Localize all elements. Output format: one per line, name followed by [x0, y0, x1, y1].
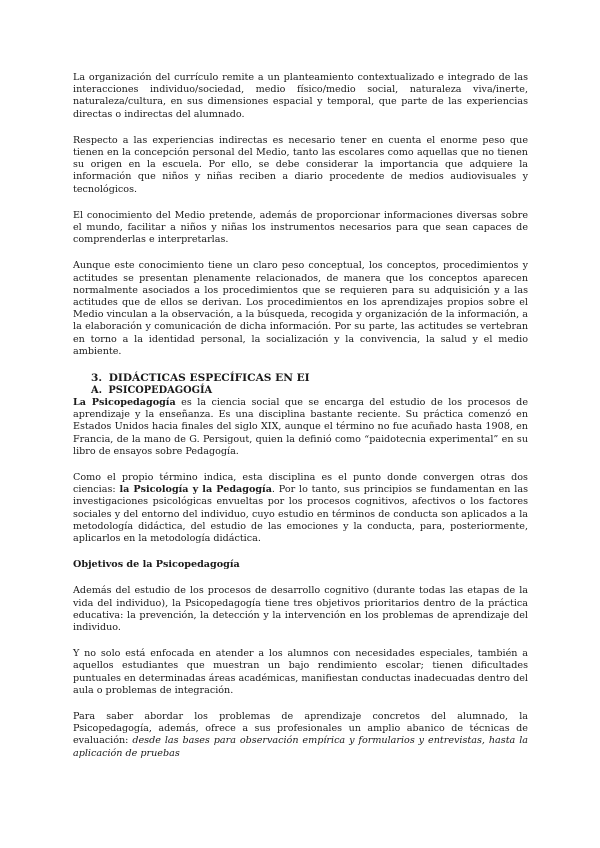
section-heading [91, 372, 528, 385]
evaluation-italic: desde las bases para observación empírica y formularios y entrevistas, hasta la aplicación de pruebas [73, 735, 528, 759]
subsection-heading [91, 385, 528, 397]
evaluation-intro: Para saber abordar los problemas de aprendizaje concretos del alumnado, la Psicopedagogía, además, ofrece a sus profesionales un amplio abanico de técnicas de evaluación: [73, 710, 528, 747]
psico-definition-text: es la ciencia social que se encarga del estudio de los procesos de aprendizaje y la enseñanza. Es una disciplina bastante reciente. Su práctica comenzó en Estados Unidos hacia finales del siglo XIX, aunque el término no fue acuñado hasta 1908, en Francia, de la mano de G. Persigout, quien la definió como “paidotecnia experimental” en su libro de ensayos sobre Pedagogía. [73, 397, 528, 457]
paragraph-concepts-procedures: Aunque este conocimiento tiene un claro peso conceptual, los conceptos, procedimientos y actitudes se presentan plenamente relacionados, de manera que los conceptos aparecen normalmente asociados a los procedimientos que se requieren para su adquisición y a las actitudes que de ellos se derivan. Los procedimientos en los aprendizajes propios sobre el Medio vinculan a la observación, a la búsqueda, recogida y organización de la información, a la elaboración y comunicación de dicha información. Por su parte, las actitudes se vertebran en torno a la identidad personal, la socialización y la convivencia, la salud y el medio ambiente. [73, 260, 528, 357]
paragraph-evaluation-techniques [73, 711, 528, 760]
convergence-text: . Por lo tanto, sus principios se fundamentan en las investigaciones psicológicas envueltas por los procesos cognitivos, afectivos o los factores sociales y del entorno del individuo, cuyo estudio en términos de conducta son aplicados a la metodología didáctica, del estudio de las emociones y la conducta, para, posteriormente, aplicarlos en la metodología didáctica. [73, 484, 528, 545]
term-psicologia-pedagogia: la Psicología y la Pedagogía [119, 484, 272, 496]
subsection-letter: A. [91, 385, 103, 397]
paragraph-psico-definition [73, 397, 528, 458]
paragraph-curriculum: La organización del currículo remite a un planteamiento contextualizado e integrado de las interacciones individuo/sociedad, medio físico/medio social, naturaleza viva/inerte, naturaleza/cultura, en sus dimensiones espacial y temporal, que parte de las experiencias directas o indirectas del alumnado. [73, 72, 528, 120]
subsection-title: PSICOPEDAGOGÍA [108, 385, 213, 397]
convergence-intro: Como el propio término indica, esta disciplina es el punto donde convergen otras dos ciencias: [73, 472, 528, 496]
paragraph-medio-knowledge: El conocimiento del Medio pretende, además de proporcionar informaciones diversas sobre el mundo, facilitar a niños y niñas los instrumentos necesarios para que sean capaces de comprenderlas e interpretarlas. [73, 209, 528, 246]
paragraph-special-needs: Y no solo está enfocada en atender a los alumnos con necesidades especiales, también a aquellos estudiantes que muestran un bajo rendimiento escolar; tienen dificultades puntuales en determinadas áreas académicas, manifiestan conductas inadecuadas dentro del aula o problemas de integración. [73, 648, 528, 696]
paragraph-indirect-experiences: Respecto a las experiencias indirectas es necesario tener en cuenta el enorme peso que tienen en la concepción personal del Medio, tanto las escolares como aquellas que no tienen su origen en la escuela. Por ello, se debe considerar la importancia que adquiere la información que niños y niñas reciben a diario procedente de medios audiovisuales y tecnológicos. [73, 134, 528, 195]
section-number: 3. [91, 372, 103, 385]
term-psicopedagogia: La Psicopedagogía [73, 397, 176, 409]
paragraph-convergence [73, 472, 528, 545]
section-title: DIDÁCTICAS ESPECÍFICAS EN EI [108, 372, 310, 385]
paragraph-objectives: Además del estudio de los procesos de desarrollo cognitivo (durante todas las etapas de la vida del individuo), la Psicopedagogía tiene tres objetivos prioritarios dentro de la práctica educativa: la prevención, la detección y la intervención en los problemas de aprendizaje del individuo. [73, 585, 528, 633]
objectives-heading: Objetivos de la Psicopedagogía [73, 559, 240, 571]
